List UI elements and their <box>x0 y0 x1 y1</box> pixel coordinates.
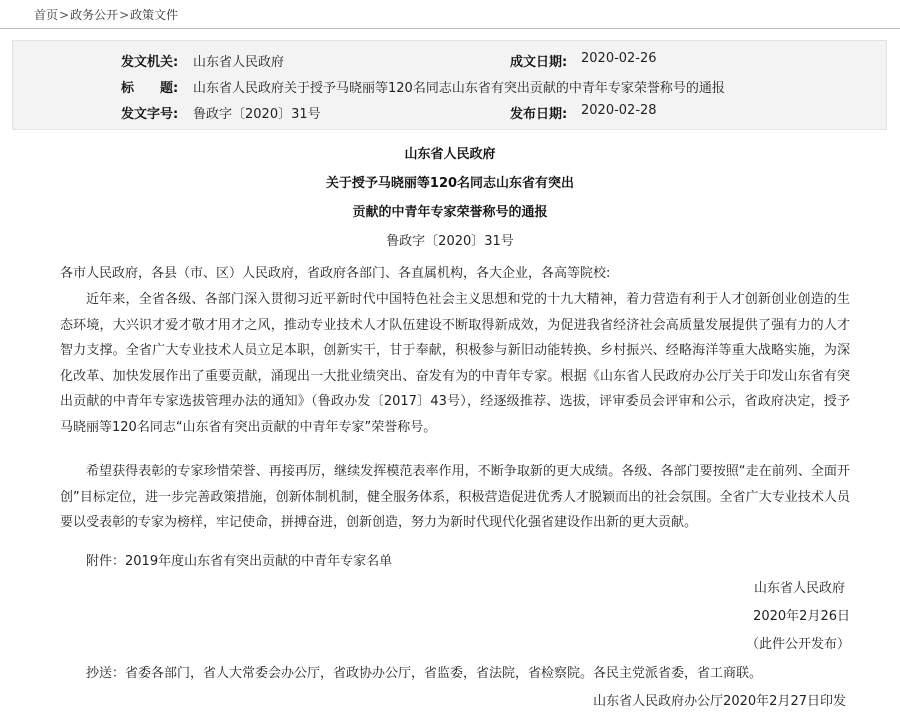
issuing-org-heading: 山东省人民政府 <box>404 147 496 162</box>
breadcrumb <box>34 6 178 23</box>
document-heading-block <box>0 140 900 256</box>
breadcrumb-separator: > <box>119 8 130 22</box>
body-paragraph-1: 近年来，全省各级、各部门深入贯彻习近平新时代中国特色社会主义思想和党的十九大精神，着力营造有利于人才创新创业创造的生态环境，大兴识才爱才敬才用才之风，推动专业技术人才队伍建设不断取得新成效，为促进我省经济社会高质量发展提供了强有力的人才智力支撑。全省广大专业技术人员立足本职，创新实干，甘于奉献，积极参与新旧动能转换、乡村振兴、经略海洋等重大战略实施，为深化改革、加快发展作出了重要贡献，涌现出一大批业绩突出、奋发有为的中青年专家。根据《山东省人民政府办公厅关于印发山东省有突出贡献的中青年专家选拔管理办法的通知》（鲁政办发〔2017〕43号），经逐级推荐、选拔，评审委员会评审和公示，省政府决定，授予马晓丽等120名同志“山东省有突出贡献的中青年专家”荣誉称号。 <box>60 292 850 435</box>
breadcrumb-home-link[interactable]: 首页 <box>34 8 59 22</box>
signature-date: 2020年2月26日 <box>753 609 850 624</box>
breadcrumb-separator: > <box>59 8 70 22</box>
document-title-line-1: 关于授予马晓丽等120名同志山东省有突出 <box>325 176 575 191</box>
print-line: 山东省人民政府办公厅2020年2月27日印发 <box>593 694 846 709</box>
issuer-value: 山东省人民政府 <box>193 55 285 70</box>
published-date-value: 2020-02-28 <box>581 103 657 118</box>
breadcrumb-policy-docs-link[interactable]: 政策文件 <box>130 8 179 22</box>
created-date-label: 成文日期: <box>510 55 568 70</box>
attachment-line: 附件：2019年度山东省有突出贡献的中青年专家名单 <box>86 554 393 569</box>
title-value: 山东省人民政府关于授予马晓丽等120名同志山东省有突出贡献的中青年专家荣誉称号的通报 <box>193 81 725 96</box>
doc-number-value: 鲁政字〔2020〕31号 <box>193 107 321 122</box>
document-title-line-2: 贡献的中青年专家荣誉称号的通报 <box>352 205 548 220</box>
metadata-row-docno <box>13 103 886 125</box>
header-divider <box>0 28 900 29</box>
cc-line: 抄送：省委各部门，省人大常委会办公厅，省政协办公厅，省监委，省法院，省检察院。各民主党派省委，省工商联。 <box>86 666 763 681</box>
document-number: 鲁政字〔2020〕31号 <box>386 234 514 249</box>
metadata-row-issuer <box>13 51 886 73</box>
publish-note: （此件公开发布） <box>745 637 850 652</box>
title-label: 标 题: <box>121 81 179 96</box>
issuer-label: 发文机关: <box>121 55 179 70</box>
published-date-label: 发布日期: <box>510 107 568 122</box>
body-paragraph-2: 希望获得表彰的专家珍惜荣誉、再接再厉，继续发挥模范表率作用，不断争取新的更大成绩。各级、各部门要按照“走在前列、全面开创”目标定位，进一步完善政策措施，创新体制机制，健全服务体系，积极营造促进优秀人才脱颖而出的社会氛围。全省广大专业技术人员要以受表彰的专家为榜样，牢记使命，拼搏奋进，创新创造，努力为新时代现代化强省建设作出新的更大贡献。 <box>60 464 850 530</box>
signature-org: 山东省人民政府 <box>753 581 845 596</box>
created-date-value: 2020-02-26 <box>581 51 657 66</box>
doc-number-label: 发文字号: <box>121 107 179 122</box>
salutation: 各市人民政府，各县（市、区）人民政府，省政府各部门、各直属机构，各大企业，各高等院校: <box>60 266 611 281</box>
breadcrumb-public-affairs-link[interactable]: 政务公开 <box>70 8 119 22</box>
metadata-row-title <box>13 77 886 99</box>
document-metadata-panel <box>12 40 887 130</box>
